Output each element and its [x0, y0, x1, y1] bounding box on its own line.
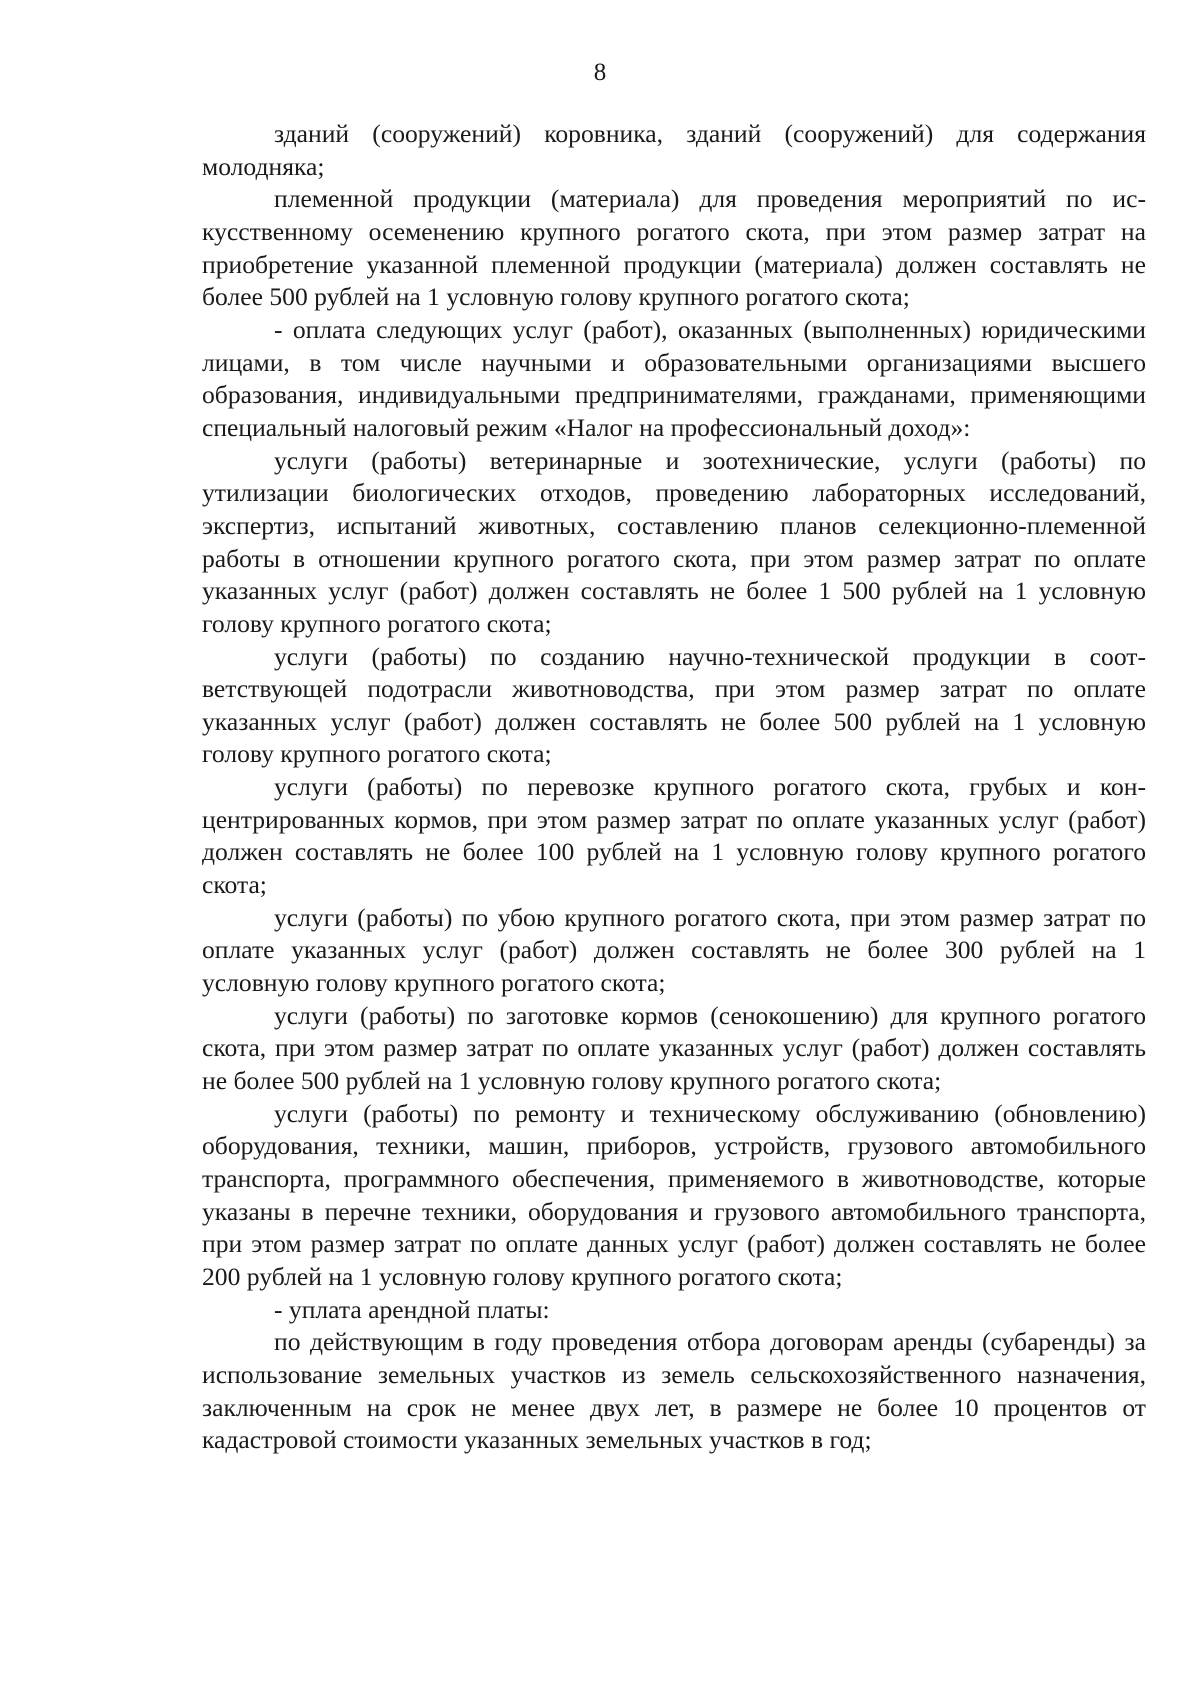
page-number: 8: [593, 59, 607, 86]
paragraph-breeding-material: племенной продукции (материала) для проведения мероприятий по искусственному осеменению крупного рогатого скота, при этом размер затрат на приобретение указанной племенной продукции (материала) должен составлять не более 500 рублей на 1 условную голову крупного рогатого скота;: [202, 184, 1146, 312]
paragraph-repair-services: услуги (работы) по ремонту и техническому обслуживанию (обновлению) оборудования, техники, машин, приборов, устройств, грузового автомобильного транспорта, программного обеспечения, применяемого в животноводстве, которые указаны в перечне техники, оборудования и грузового автомобильного транспорта, при этом размер затрат по оплате данных услуг (работ) должен составлять не более 200 рублей на 1 условную голову крупного рогатого скота;: [202, 1098, 1146, 1291]
paragraph-slaughter-services: услуги (работы) по убою крупного рогатого скота, при этом размер затрат по оплате указанных услуг (работ) должен составлять не более 300 рублей на 1 условную голову крупного рогатого скота;: [202, 902, 1146, 998]
paragraph-veterinary-services: услуги (работы) ветеринарные и зоотехнические, услуги (работы) по утилизации биологических отходов, проведению лабораторных исследований, экспертиз, испытаний животных, составлению планов селекционно-племенной работы в отношении крупного рогатого скота, при этом размер затрат по оплате указанных услуг (работ) должен составлять не более 1 500 рублей на 1 условную голову крупного рогатого скота;: [202, 445, 1146, 638]
paragraph-scientific-products: услуги (работы) по созданию научно-технической продукции в соответствующей подотрасли животноводства, при этом размер затрат по оплате указанных услуг (работ) должен составлять не более 500 рублей на 1 условную голову крупного рогатого скота;: [202, 641, 1146, 769]
paragraph-transport-services: услуги (работы) по перевозке крупного рогатого скота, грубых и концентрированных кормов, при этом размер затрат по оплате указанных услуг (работ) должен составлять не более 100 рублей на 1 условную голову крупного рогатого скота;: [202, 772, 1146, 900]
paragraph-services-payment: - оплата следующих услуг (работ), оказанных (выполненных) юридическими лицами, в том числе научными и образовательными организациями высшего образования, индивидуальными предпринимателями, гражданами, применяющими специальный налоговый режим «Налог на профессиональный доход»:: [202, 314, 1146, 442]
paragraph-rent-payment: - уплата арендной платы:: [274, 1294, 550, 1324]
paragraph-land-lease: по действующим в году проведения отбора договорам аренды (субаренды) за использование земельных участков из земель сельскохозяйственного назначения, заключенным на срок не менее двух лет, в размере не более 10 процентов от кадастровой стоимости указанных земельных участков в год;: [202, 1327, 1146, 1455]
document-body: [202, 118, 1146, 1457]
paragraph-forage-services: услуги (работы) по заготовке кормов (сенокошению) для крупного рогатого скота, при этом размер затрат по оплате указанных услуг (работ) должен составлять не более 500 рублей на 1 условную голову крупного рогатого скота;: [202, 1000, 1146, 1096]
paragraph-buildings: зданий (сооружений) коровника, зданий (сооружений) для содержания молодняка;: [202, 119, 1146, 181]
